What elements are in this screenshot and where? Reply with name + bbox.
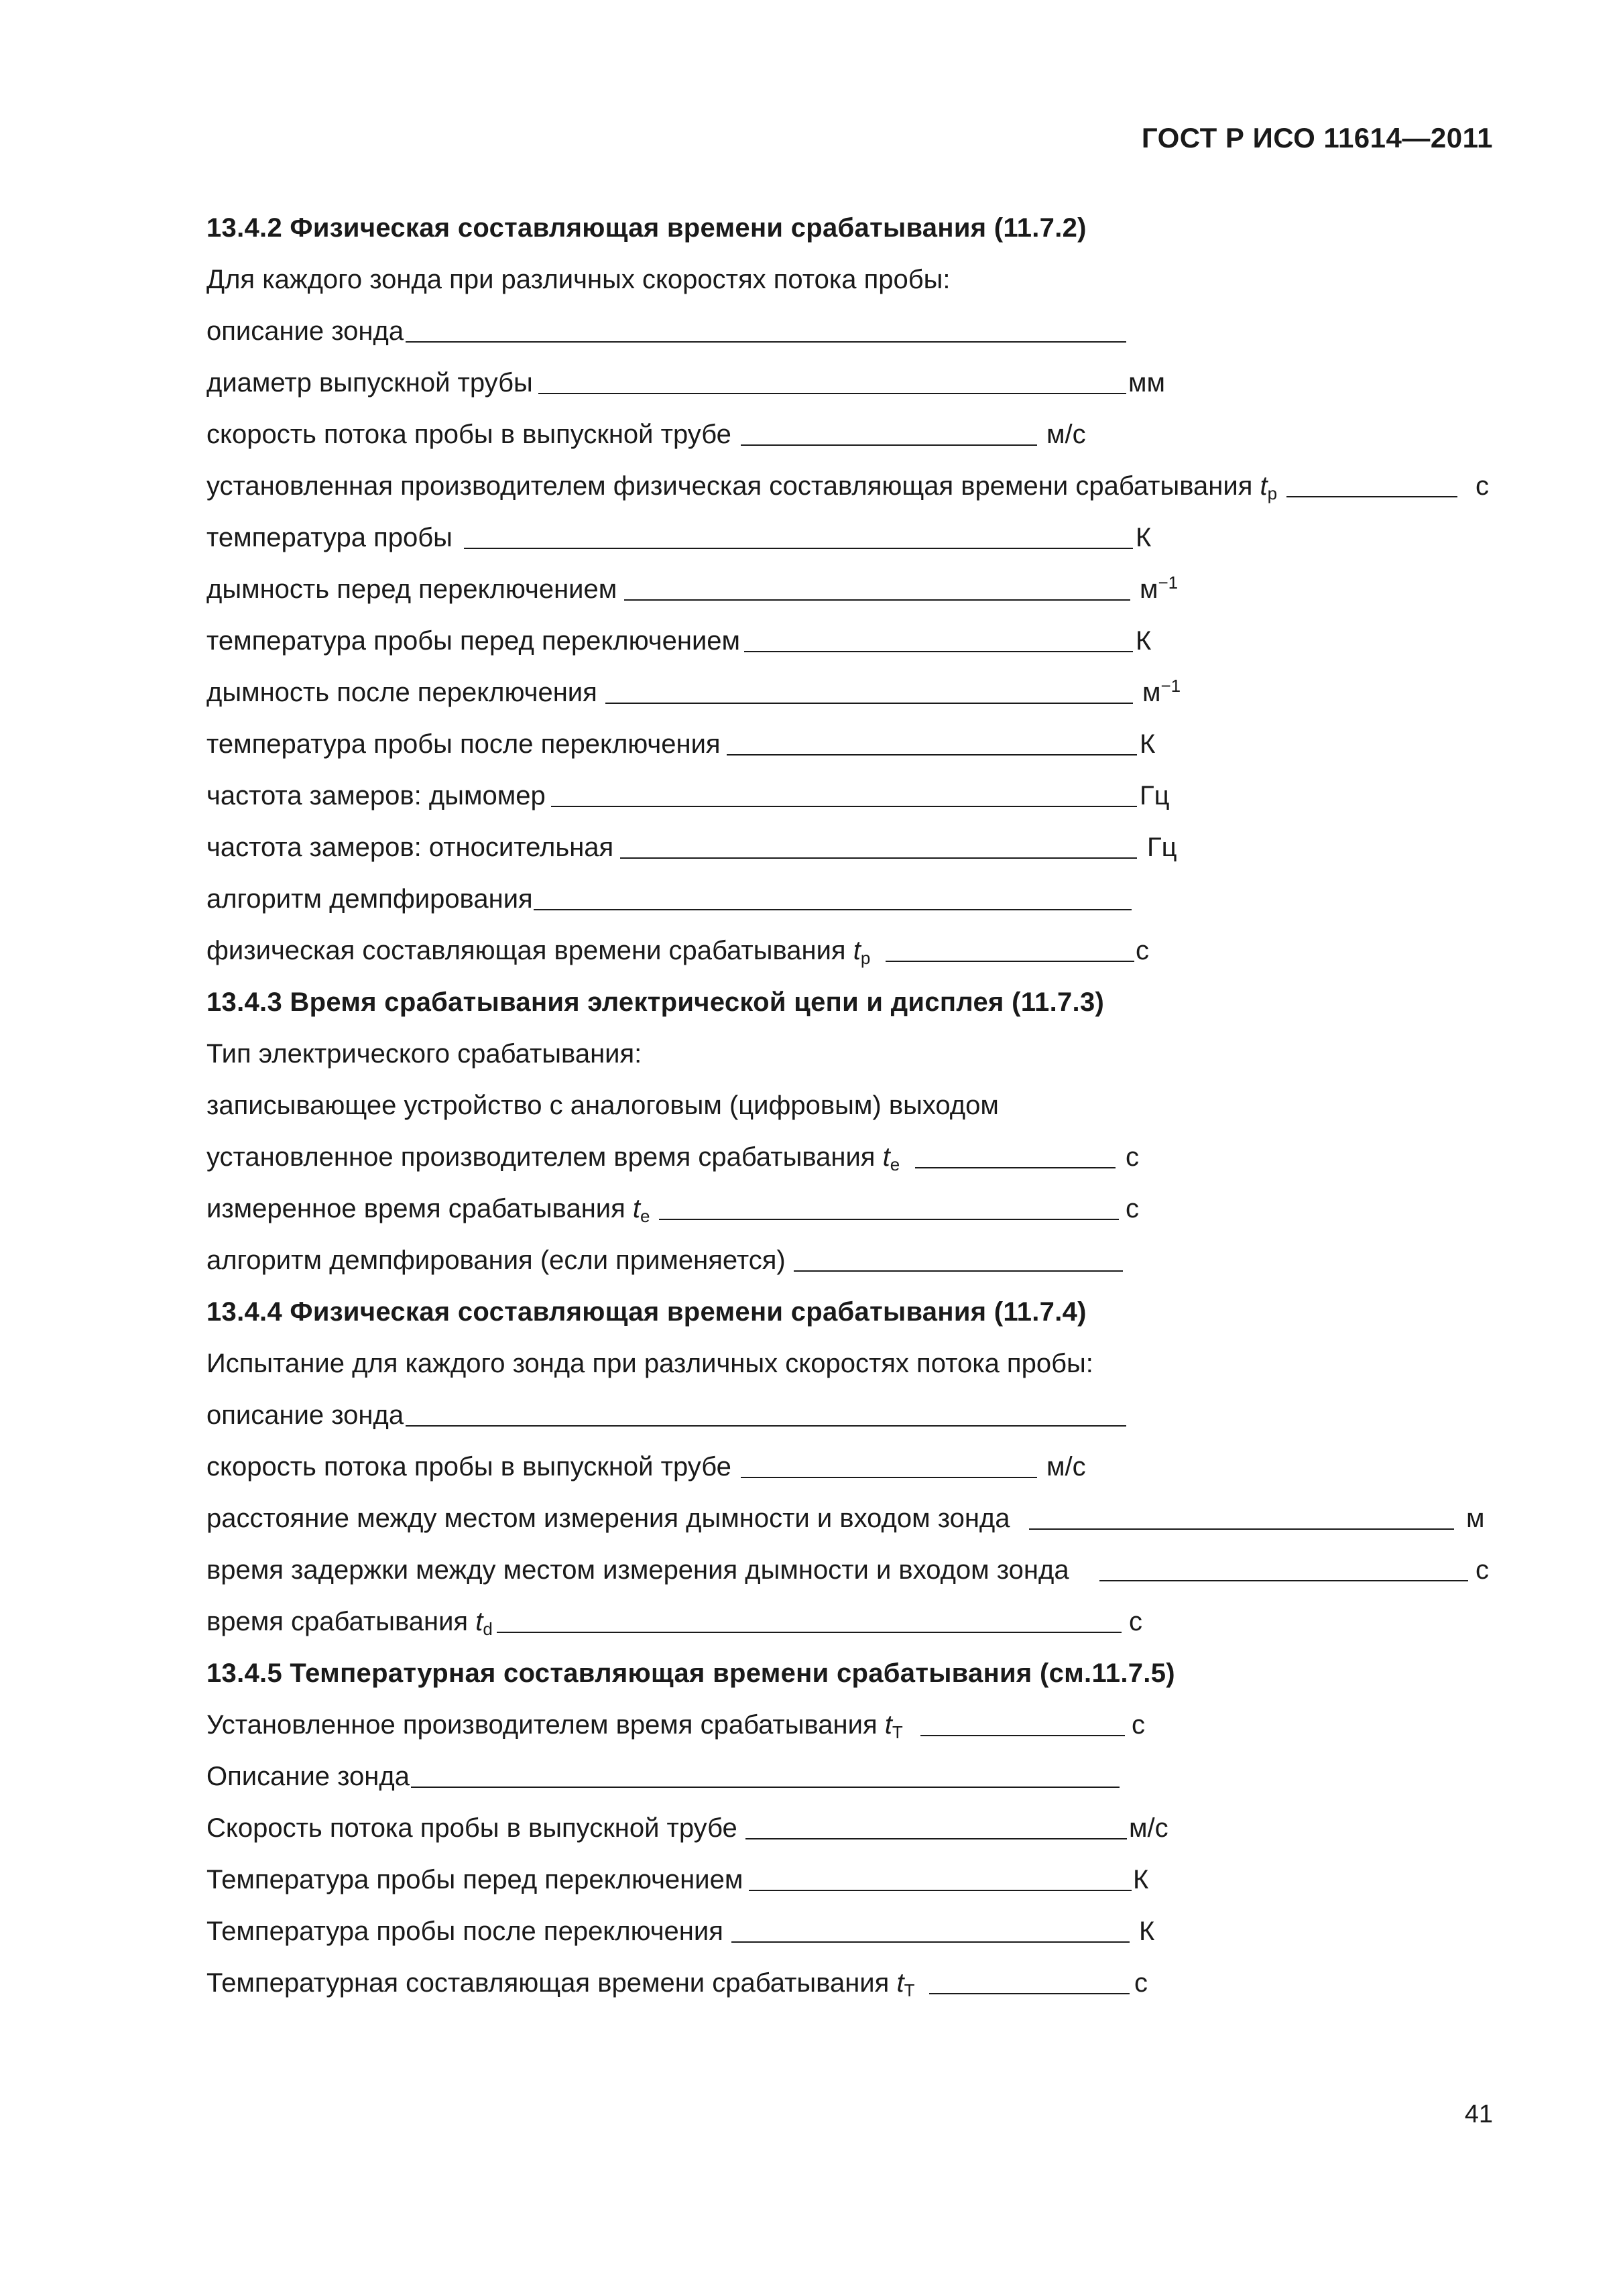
unit-label: м/с <box>1129 1813 1168 1843</box>
field-damping-algorithm: алгоритм демпфирования <box>206 869 1497 920</box>
unit-label: м/с <box>1046 420 1086 449</box>
unit-label: Гц <box>1140 781 1170 810</box>
section-heading-13-4-3: 13.4.3 Время срабатывания электрической цепи и дисплея (11.7.3) <box>206 987 1105 1017</box>
sample-temperature-input[interactable] <box>464 548 1133 549</box>
field-damping-algorithm-if-applied: алгоритм демпфирования (если применяется) <box>206 1230 1497 1282</box>
section-intro-13-4-3: Тип электрического срабатывания: <box>206 1039 642 1069</box>
section-intro-13-4-4: Испытание для каждого зонда при различных скоростях потока пробы: <box>206 1349 1093 1378</box>
field-sample-flow-velocity-3: Скорость потока пробы в выпускной трубе м/с <box>206 1813 1168 1843</box>
unit-label: К <box>1136 523 1152 552</box>
field-temperature-after-switch-2: Температура пробы после переключения К <box>206 1917 1155 1946</box>
unit-label: м <box>1466 1504 1485 1533</box>
unit-label: К <box>1133 1865 1149 1894</box>
sampling-rate-relative-input[interactable] <box>620 857 1137 859</box>
probe-description-input[interactable] <box>406 341 1126 343</box>
unit-label: $м^{-1}$ <box>1140 572 1179 604</box>
field-sample-temperature: температура пробы К <box>206 523 1152 552</box>
unit-label: с <box>1476 471 1489 501</box>
measured-electrical-response-time-input[interactable] <box>659 1219 1119 1220</box>
sample-flow-velocity-input[interactable] <box>741 444 1037 446</box>
unit-label: с <box>1476 1555 1489 1585</box>
field-sampling-rate-relative: частота замеров: относительная Гц <box>206 833 1177 862</box>
field-temperature-before-switch-2: Температура пробы перед переключением К <box>206 1865 1149 1894</box>
response-time-td-input[interactable] <box>497 1632 1122 1633</box>
probe-description-3-input[interactable] <box>411 1787 1120 1788</box>
unit-label: с <box>1136 936 1149 965</box>
opacity-before-switch-input[interactable] <box>624 599 1130 601</box>
temperature-after-switch-2-input[interactable] <box>731 1941 1130 1943</box>
field-delay-time-opacity-to-probe: время задержки между местом измерения дымности и входом зонда с <box>206 1555 1489 1585</box>
field-response-time-td: время срабатывания $t_d$ с <box>206 1607 1142 1639</box>
unit-label: К <box>1139 1917 1155 1946</box>
temperature-before-switch-2-input[interactable] <box>749 1890 1132 1891</box>
delay-time-opacity-to-probe-input[interactable] <box>1099 1580 1468 1581</box>
probe-description-2-input[interactable] <box>406 1425 1126 1427</box>
field-probe-description-2: описание зонда <box>206 1385 1497 1437</box>
section-intro2-13-4-3: записывающее устройство с аналоговым (цифровым) выходом <box>206 1091 999 1120</box>
field-physical-response-time: физическая составляющая времени срабатывания $t_p$ с <box>206 936 1149 968</box>
section-heading-13-4-5: 13.4.5 Температурная составляющая времени срабатывания (см.11.7.5) <box>206 1658 1175 1688</box>
exhaust-pipe-diameter-input[interactable] <box>538 393 1126 394</box>
field-opacity-before-switch: дымность перед переключением $м^{-1}$ <box>206 572 1179 604</box>
physical-response-time-input[interactable] <box>886 961 1134 962</box>
unit-label: м/с <box>1046 1452 1086 1482</box>
field-declared-temperature-response-time: Установленное производителем время срабатывания $t_T$ с <box>206 1710 1145 1742</box>
field-temperature-before-switch: температура пробы перед переключением К <box>206 626 1152 656</box>
damping-algorithm-input[interactable] <box>534 909 1132 910</box>
field-distance-opacity-to-probe: расстояние между местом измерения дымности и входом зонда м <box>206 1504 1485 1533</box>
field-sample-flow-velocity-2: скорость потока пробы в выпускной трубе м/с <box>206 1452 1086 1482</box>
field-declared-physical-response-time: установленная производителем физическая составляющая времени срабатывания $t_p$ с <box>206 471 1489 503</box>
damping-algorithm-if-applied-input[interactable] <box>794 1270 1123 1272</box>
declared-temperature-response-time-input[interactable] <box>920 1735 1125 1736</box>
section-heading-13-4-2: 13.4.2 Физическая составляющая времени срабатывания (11.7.2) <box>206 213 1087 243</box>
unit-label: Гц <box>1147 833 1177 862</box>
declared-electrical-response-time-input[interactable] <box>915 1167 1116 1168</box>
temperature-response-time-input[interactable] <box>929 1993 1130 1994</box>
sampling-rate-opacimeter-input[interactable] <box>551 806 1137 807</box>
document-code: ГОСТ Р ИСО 11614—2011 <box>1141 122 1493 154</box>
unit-label: К <box>1136 626 1152 656</box>
section-intro-13-4-2: Для каждого зонда при различных скоростях потока пробы: <box>206 265 951 294</box>
temperature-before-switch-input[interactable] <box>744 651 1133 652</box>
field-opacity-after-switch: дымность после переключения $м^{-1}$ <box>206 676 1181 707</box>
sample-flow-velocity-3-input[interactable] <box>745 1838 1127 1839</box>
distance-opacity-to-probe-input[interactable] <box>1029 1528 1454 1530</box>
field-declared-electrical-response-time: установленное производителем время срабатывания $t_e$ с <box>206 1142 1139 1174</box>
unit-label: с <box>1129 1607 1142 1636</box>
unit-label: с <box>1126 1194 1139 1223</box>
unit-label: мм <box>1128 368 1165 398</box>
unit-label: с <box>1132 1710 1145 1740</box>
field-sample-flow-velocity: скорость потока пробы в выпускной трубе м/с <box>206 420 1086 449</box>
form-content <box>206 198 1497 2004</box>
unit-label: с <box>1126 1142 1139 1172</box>
page-number: 41 <box>1464 2100 1493 2128</box>
unit-label: К <box>1140 729 1156 759</box>
field-sampling-rate-opacimeter: частота замеров: дымомер Гц <box>206 781 1170 810</box>
field-exhaust-pipe-diameter: диаметр выпускной трубы мм <box>206 368 1165 398</box>
temperature-after-switch-input[interactable] <box>727 754 1137 756</box>
field-temperature-after-switch: температура пробы после переключения К <box>206 729 1156 759</box>
field-measured-electrical-response-time: измеренное время срабатывания $t_e$ с <box>206 1194 1139 1226</box>
unit-label: с <box>1134 1968 1148 1998</box>
declared-physical-response-time-input[interactable] <box>1286 496 1457 497</box>
field-temperature-response-time: Температурная составляющая времени срабатывания $t_T$ с <box>206 1968 1148 2000</box>
sample-flow-velocity-2-input[interactable] <box>741 1477 1037 1478</box>
section-heading-13-4-4: 13.4.4 Физическая составляющая времени срабатывания (11.7.4) <box>206 1297 1087 1327</box>
opacity-after-switch-input[interactable] <box>605 703 1133 704</box>
field-probe-description: описание зонда <box>206 301 1497 353</box>
field-probe-description-3: Описание зонда <box>206 1746 1497 1798</box>
unit-label: $м^{-1}$ <box>1142 676 1181 707</box>
